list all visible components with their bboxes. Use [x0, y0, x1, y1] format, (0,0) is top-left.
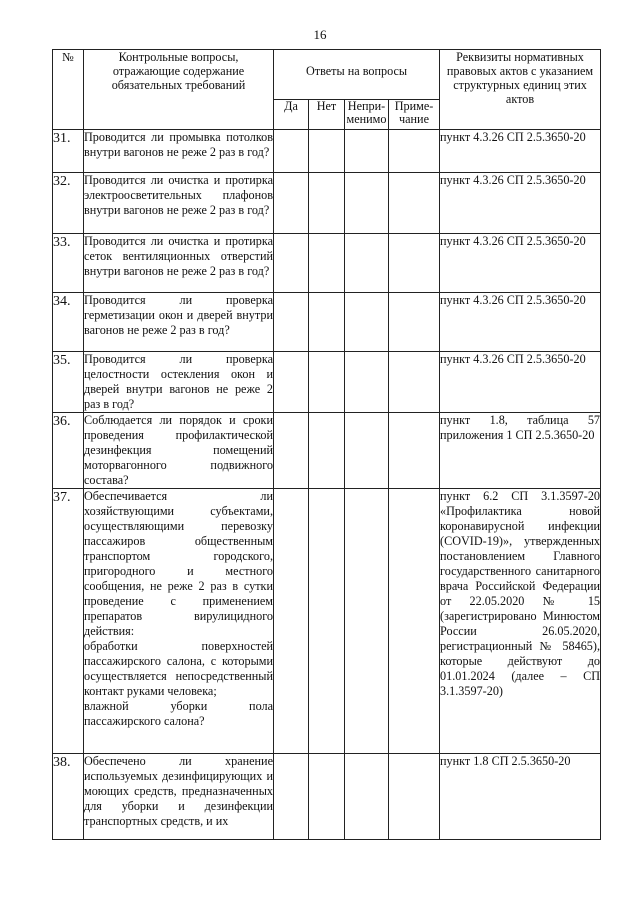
header-number: № [53, 50, 84, 130]
answer-na-cell[interactable] [345, 352, 389, 413]
answer-yes-cell[interactable] [274, 130, 309, 173]
table-row [53, 173, 601, 234]
answer-note-cell[interactable] [389, 234, 440, 293]
row-number: 36. [53, 413, 84, 489]
table-row [53, 754, 601, 840]
answer-na-cell[interactable] [345, 754, 389, 840]
table-row [53, 352, 601, 413]
row-question: Проводится ли промывка потолков внутри вагонов не реже 2 раз в год? [84, 130, 274, 173]
row-number: 38. [53, 754, 84, 840]
answer-na-cell[interactable] [345, 413, 389, 489]
header-answers: Ответы на вопросы [274, 50, 440, 100]
answer-yes-cell[interactable] [274, 754, 309, 840]
row-number: 34. [53, 293, 84, 352]
answer-yes-cell[interactable] [274, 293, 309, 352]
question-paragraph: Обеспечивается ли хозяйствующими субъектами, осуществляющими перевозку пассажиров общественным транспортом городского, пригородного и местного сообщения, не реже 2 раз в сутки проведение с применением препаратов вирулицидного действия: [84, 489, 273, 638]
answer-no-cell[interactable] [309, 130, 345, 173]
answer-note-cell[interactable] [389, 173, 440, 234]
row-reference: пункт 4.3.26 СП 2.5.3650-20 [440, 234, 601, 293]
answer-no-cell[interactable] [309, 234, 345, 293]
header-yes: Да [274, 100, 309, 130]
answer-no-cell[interactable] [309, 413, 345, 489]
row-reference: пункт 4.3.26 СП 2.5.3650-20 [440, 352, 601, 413]
answer-yes-cell[interactable] [274, 413, 309, 489]
row-number: 31. [53, 130, 84, 173]
answer-note-cell[interactable] [389, 413, 440, 489]
row-number: 33. [53, 234, 84, 293]
row-question: Проводится ли очистка и протирка электроосветительных плафонов внутри вагонов не реже 2 раз в год? [84, 173, 274, 234]
answer-note-cell[interactable] [389, 293, 440, 352]
header-no: Нет [309, 100, 345, 130]
row-reference: пункт 6.2 СП 3.1.3597-20 «Профилактика новой коронавирусной инфекции (COVID-19)», утвержденных постановлением Главного государственного санитарного врача Российской Федерации от 22.05.2020 № 15 (зарегистрировано Минюстом России 26.05.2020, регистрационный № 58465), которые действуют до 01.01.2024 (далее – СП 3.1.3597-20) [440, 489, 601, 754]
row-question: Проводится ли проверка герметизации окон и дверей внутри вагонов не реже 2 раз в год? [84, 293, 274, 352]
answer-no-cell[interactable] [309, 754, 345, 840]
row-reference: пункт 1.8 СП 2.5.3650-20 [440, 754, 601, 840]
checklist-table [52, 49, 601, 840]
row-question: Обеспечено ли хранение используемых дезинфицирующих и моющих средств, предназначенных для уборки и дезинфекции транспортных средств, и их [84, 754, 274, 840]
answer-yes-cell[interactable] [274, 489, 309, 754]
answer-na-cell[interactable] [345, 173, 389, 234]
table-row [53, 234, 601, 293]
row-number: 35. [53, 352, 84, 413]
header-questions: Контрольные вопросы, отражающие содержание обязательных требований [84, 50, 274, 130]
answer-yes-cell[interactable] [274, 352, 309, 413]
table-row [53, 489, 601, 754]
answer-na-cell[interactable] [345, 489, 389, 754]
row-question: Проводится ли проверка целостности остекления окон и дверей внутри вагонов не реже 2 раз в год? [84, 352, 273, 411]
answer-yes-cell[interactable] [274, 234, 309, 293]
row-number: 37. [53, 489, 84, 754]
answer-note-cell[interactable] [389, 130, 440, 173]
table-row [53, 293, 601, 352]
header-note: Приме-чание [389, 100, 440, 130]
row-question: Соблюдается ли порядок и сроки проведения профилактической дезинфекция помещений моторвагонного подвижного состава? [84, 413, 273, 487]
row-reference: пункт 4.3.26 СП 2.5.3650-20 [440, 293, 601, 352]
row-question: Проводится ли очистка и протирка сеток вентиляционных отверстий внутри вагонов не реже 2 раз в год? [84, 234, 274, 293]
row-question [84, 489, 274, 754]
row-reference: пункт 4.3.26 СП 2.5.3650-20 [440, 173, 601, 234]
answer-note-cell[interactable] [389, 352, 440, 413]
answer-note-cell[interactable] [389, 754, 440, 840]
answer-na-cell[interactable] [345, 293, 389, 352]
row-reference: пункт 1.8, таблица 57 приложения 1 СП 2.5.3650-20 [440, 413, 601, 489]
header-not-applicable: Непри-менимо [345, 100, 389, 130]
answer-no-cell[interactable] [309, 352, 345, 413]
question-paragraph: влажной уборки пола пассажирского салона? [84, 699, 273, 728]
row-reference: пункт 4.3.26 СП 2.5.3650-20 [440, 130, 601, 173]
answer-yes-cell[interactable] [274, 173, 309, 234]
page-number: 16 [313, 27, 327, 42]
answer-no-cell[interactable] [309, 293, 345, 352]
header-requisites: Реквизиты нормативных правовых актов с указанием структурных единиц этих актов [440, 50, 601, 130]
answer-no-cell[interactable] [309, 489, 345, 754]
answer-na-cell[interactable] [345, 130, 389, 173]
answer-note-cell[interactable] [389, 489, 440, 754]
row-number: 32. [53, 173, 84, 234]
table-row [53, 130, 601, 173]
table-row [53, 413, 601, 489]
answer-no-cell[interactable] [309, 173, 345, 234]
answer-na-cell[interactable] [345, 234, 389, 293]
question-paragraph: обработки поверхностей пассажирского салона, с которыми осуществляется непосредственный контакт руками человека; [84, 639, 273, 698]
